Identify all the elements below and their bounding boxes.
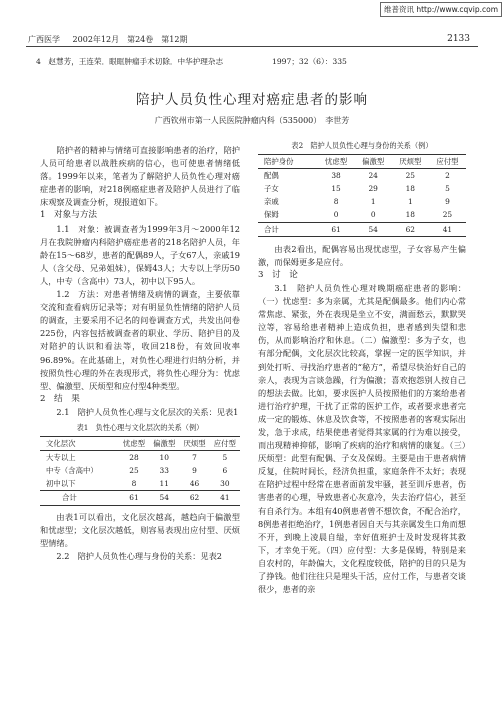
- table-cell: 合计: [40, 491, 119, 505]
- table-cell: 初中以下: [46, 479, 76, 489]
- table-total-row: [40, 491, 240, 505]
- table-cell: 24: [368, 171, 378, 181]
- table-cell: 61: [318, 222, 355, 236]
- table-cell: 54: [355, 222, 392, 236]
- table-cell: 6: [222, 466, 228, 476]
- paragraph: 1.1 对象：被调查者为1999年3月～2000年12月在我院肿瘤内科陪护癌症患者的218名陪护人员，年龄在15～68岁，患者的配偶89人，子女67人，亲戚19人（含父母、兄弟姐妹），保姆43人；大专以上学历50人，中专（含高中）73人，初中以下95人。: [40, 223, 240, 286]
- table-cell: 中专（含高中）: [46, 466, 98, 476]
- journal-name: 广西医学: [28, 35, 60, 44]
- table-row: [258, 169, 466, 183]
- table-cell: 保姆: [264, 210, 279, 220]
- table-total-row: [258, 222, 466, 236]
- table-cell: 62: [179, 491, 209, 505]
- table-header: 厌烦型: [392, 155, 429, 169]
- table-cell: 41: [210, 491, 240, 505]
- table-cell: 5: [222, 453, 228, 463]
- table-cell: 配偶: [264, 171, 279, 181]
- right-column: [258, 137, 466, 596]
- running-header: [28, 34, 187, 45]
- table-header: 偏激型: [355, 155, 392, 169]
- table2: [258, 154, 466, 237]
- table-cell: 大专以上: [46, 453, 76, 463]
- section-heading: 2 结 果: [40, 393, 80, 404]
- paragraph: 2.1 陪护人员负性心理与文化层次的关系：见表1: [56, 406, 239, 417]
- table-header: 应付型: [210, 437, 240, 451]
- table-row: [258, 208, 466, 222]
- table-cell: 0: [370, 210, 376, 220]
- table-cell: 25: [129, 466, 139, 476]
- issue-info: 2002年12月 第24卷 第12期: [72, 35, 188, 44]
- table-cell: 亲戚: [264, 197, 279, 207]
- watermark: 维普资讯 http://www.cqvip.com: [380, 2, 502, 17]
- table-cell: 28: [129, 453, 139, 463]
- table-header: 应付型: [429, 155, 466, 169]
- paragraph: 由表2看出，配偶容易出现忧虑型，子女容易产生偏激，而保姆更多是应付。: [258, 243, 466, 267]
- table-cell: 46: [189, 479, 200, 489]
- table-cell: 33: [159, 466, 169, 476]
- section-heading: 1 对象与方法: [40, 210, 98, 221]
- table-row: [40, 451, 240, 465]
- intro-paragraph: 陪护者的精神与情绪可直接影响患者的治疗，陪护人员可给患者以战胜疾病的信心，也可使患者情绪低落。1999年以来，笔者为了解陪护人员负性心理对癌症患者的影响，对218例癌症患者及陪护人员进行了临床观察及调查分析，现报道如下。: [40, 145, 240, 208]
- table-cell: 1: [370, 197, 376, 207]
- table-header: 忧虑型: [119, 437, 149, 451]
- table-header: 厌烦型: [179, 437, 209, 451]
- table-cell: 子女: [264, 184, 279, 194]
- table-header: 陪护身份: [258, 155, 318, 169]
- table-cell: 18: [405, 210, 415, 220]
- paragraph: 1.2 方法：对患者情绪及病情的调查，主要依靠交流和查看病历记录等；对有明显负性情绪的陪护人员的调查，主要采用不记名的问卷调查方式，共发出问卷225份，内容包括被调查者的职业、学历、陪护目的及对陪护的认识和看法等，收回218份，有效回收率96.89%。在此基础上，对负性心理进行归纳分析，并按照负性心理的外在表现形式，将负性心理分为：忧虑型、偏激型、厌烦型和应付型4种类型。: [40, 289, 240, 391]
- reference-cite: 1997；32（6）：335: [272, 57, 347, 66]
- table-cell: 62: [392, 222, 429, 236]
- table-cell: 8: [131, 479, 137, 489]
- table-cell: 25: [405, 171, 415, 181]
- table-row: [258, 195, 466, 208]
- table1-caption: 表1 负性心理与文化层次的关系（例）: [76, 422, 204, 432]
- table-cell: 15: [331, 184, 341, 194]
- article-title: 陪护人员负性心理对癌症患者的影响: [136, 92, 368, 108]
- affiliation: 广西钦州市第一人民医院肿瘤内科（535000） 李世芳: [154, 116, 350, 125]
- paragraph: 2.2 陪护人员负性心理与身份的关系：见表2: [56, 550, 222, 561]
- paragraph: 由表1可以看出，文化层次越高，越趋向于偏激型和忧虑型；文化层次越低，则容易表现出应付型、厌烦型情绪。: [40, 511, 240, 548]
- table-cell: 7: [192, 453, 197, 463]
- table-cell: 10: [159, 453, 169, 463]
- table-cell: 8: [333, 197, 339, 207]
- page-number: 2133: [447, 34, 470, 44]
- table-row: [258, 182, 466, 195]
- table-cell: 0: [333, 210, 339, 220]
- left-column: [40, 144, 240, 563]
- table-cell: 9: [445, 197, 450, 207]
- table-cell: 61: [119, 491, 149, 505]
- table-cell: 18: [405, 184, 415, 194]
- table-cell: 29: [368, 184, 378, 194]
- table-header: 偏激型: [149, 437, 179, 451]
- table-cell: 38: [331, 171, 341, 181]
- table-cell: 5: [445, 184, 450, 194]
- header-rule: [26, 46, 478, 47]
- table-cell: 2: [445, 171, 450, 181]
- table-header: 文化层次: [40, 437, 119, 451]
- table-cell: 25: [442, 210, 453, 220]
- table-cell: 9: [192, 466, 197, 476]
- table2-caption: 表2 陪护人员负性心理与身份的关系（例）: [291, 141, 433, 150]
- table-cell: 41: [429, 222, 466, 236]
- table-cell: 合计: [258, 222, 318, 236]
- reference-item: 4 赵慧芳，王连荣．眼眶肿瘤手术切除．中华护理杂志: [36, 57, 224, 66]
- paragraph: 3.1 陪护人员负性心理对晚期癌症患者的影响：（一）忧虑型：多为亲属，尤其是配偶最多。他们内心常常焦虑、紧张，外在表现是坐立不安，满面愁云，默默哭泣等，容易给患者精神上造成负担，患者感到失望和悲伤，从而影响治疗和休息。（二）偏激型：多为子女，也有部分配偶，文化层次比较高，掌握一定的医学知识，并到处打听、寻找治疗患者的“秘方”，希望尽快治好自己的亲人，表现为言谈急躁，行为偏激；喜欢抱怨别人按自己的想法去做。比如，要求医护人员按照他们的方案给患者进行治疗护理，干扰了正常的医护工作，或者要求患者完成一定的锻炼、休息及饮食等，不按照患者的客观实际出发，急于求成，结果使患者觉得其家属的行为难以接受，而出现精神抑郁，影响了疾病的治疗和病情的康复。（三）厌烦型：此型有配偶、子女及保姆。主要是由于患者病情反复，住院时间长，经济负担重，家庭条件不太好；表现在陪护过程中经常在患者面前发牢骚，甚至训斥患者，伤害患者的心理，导致患者心灰意冷，失去治疗信心，甚至有自杀行为。本组有40例患者曾不想饮食，不配合治疗，8例患者拒绝治疗，1例患者因自天与其亲属发生口角而想不开，到晚上凌晨自缢，幸好值班护士及时发现将其救下，才幸免于死。（四）应付型：大多是保姆，特别是来自农村的，年龄偏大，文化程度较低，陪护的目的只是为了挣钱。他们往往只是埋头干活，应付工作，与患者交谈很少，患者的亲: [258, 282, 466, 595]
- table-cell: 54: [149, 491, 179, 505]
- table1: [40, 436, 240, 505]
- table-row: [40, 477, 240, 491]
- table-cell: 30: [220, 479, 230, 489]
- table-cell: 11: [159, 479, 169, 489]
- table-row: [40, 464, 240, 477]
- section-heading: 3 讨 论: [258, 269, 298, 280]
- table-header: 忧虑型: [318, 155, 355, 169]
- table-cell: 1: [407, 197, 413, 207]
